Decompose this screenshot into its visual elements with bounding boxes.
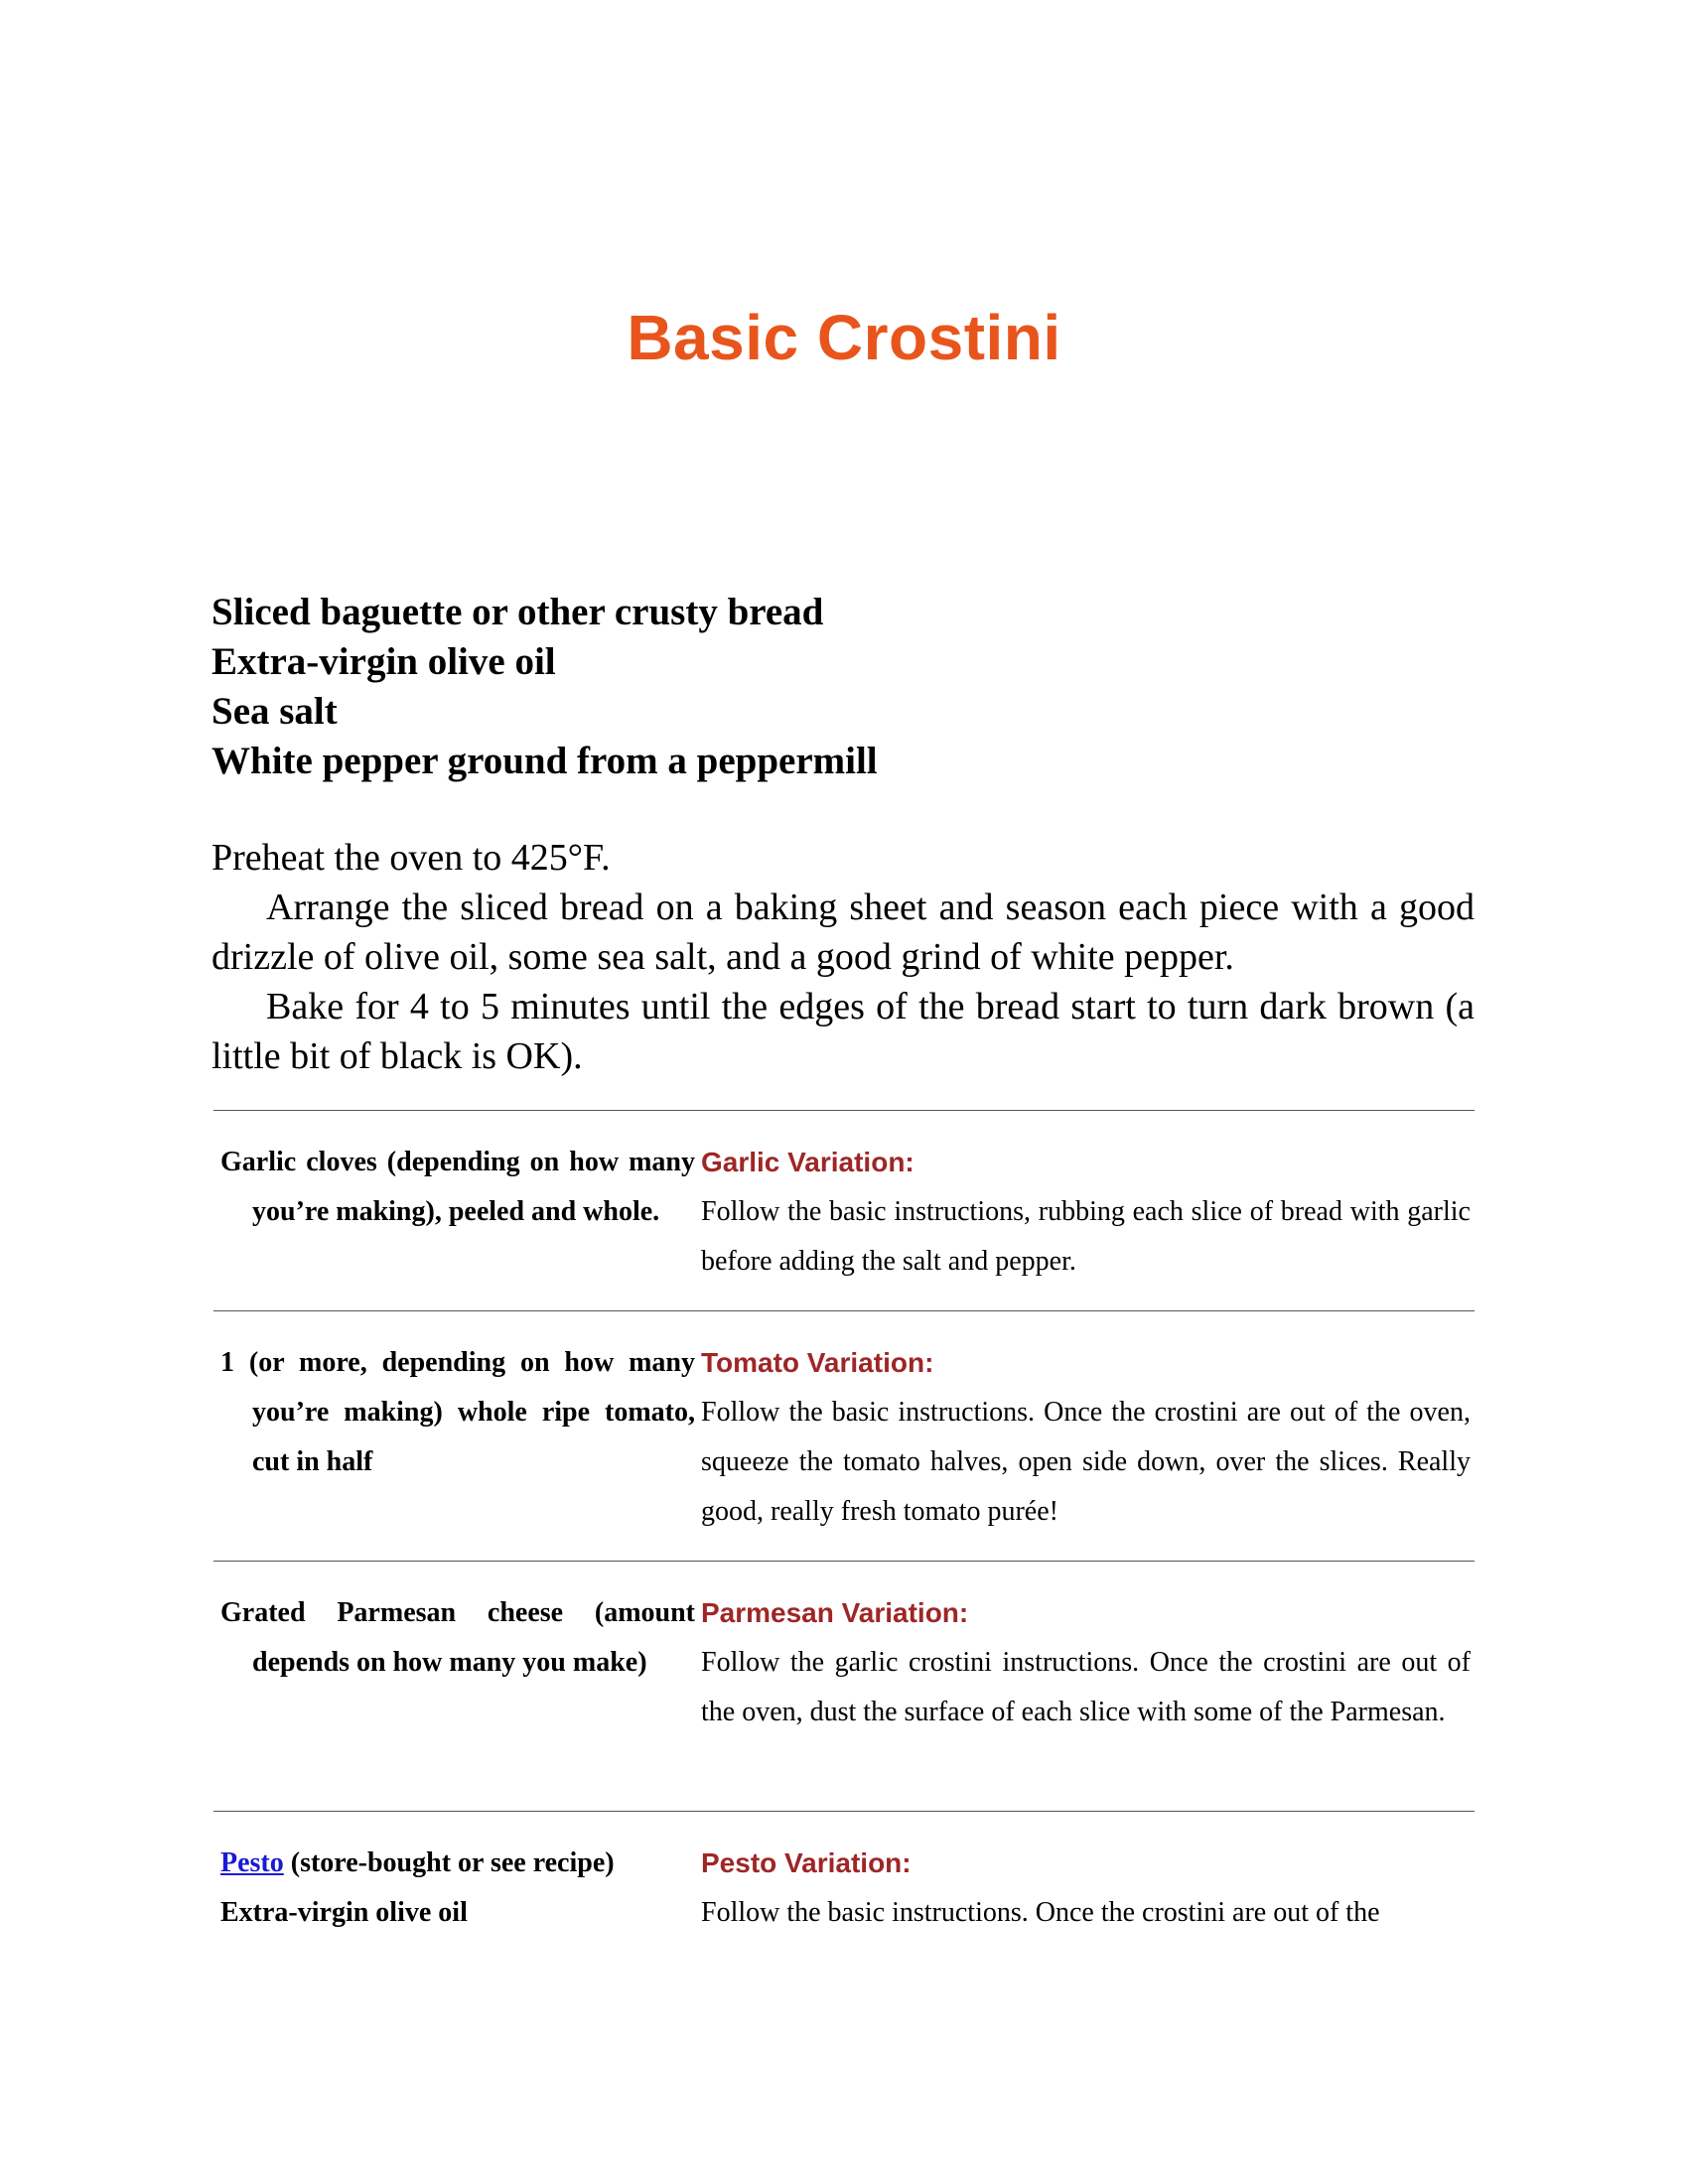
divider (213, 1811, 1475, 1812)
variation-text (701, 1588, 1471, 1737)
variation-ingredient (220, 1839, 695, 1938)
ingredient-item: Sliced baguette or other crusty bread (211, 591, 824, 633)
variation-ingredient: Grated Parmesan cheese (amount depends on how many you make) (220, 1597, 695, 1678)
ingredient-line (220, 1839, 695, 1888)
instruction-step: Bake for 4 to 5 minutes until the edges of the bread start to turn dark brown (a little bit of black is OK). (211, 986, 1475, 1077)
variation-ingredient: 1 (or more, depending on how many you’re making) whole ripe tomato, cut in half (220, 1347, 695, 1477)
instruction-step: Arrange the sliced bread on a baking sheet and season each piece with a good drizzle of olive oil, some sea salt, and a good grind of white pepper. (211, 887, 1475, 978)
variation-ingredient: Garlic cloves (depending on how many you’re making), peeled and whole. (220, 1147, 695, 1227)
variation-title: Parmesan Variation: (701, 1597, 969, 1628)
variation-title: Tomato Variation: (701, 1347, 934, 1378)
variation-body: Follow the basic instructions, rubbing each slice of bread with garlic before adding the salt and pepper. (701, 1196, 1471, 1277)
ingredient-item: Sea salt (211, 690, 338, 733)
ingredient-line: Extra-virgin olive oil (220, 1897, 468, 1928)
variation-body: Follow the garlic crostini instructions. Once the crostini are out of the oven, dust the surface of each slice with some of the Parmesan. (701, 1647, 1471, 1727)
variation-text (701, 1138, 1471, 1287)
divider (213, 1310, 1475, 1311)
divider (213, 1110, 1475, 1111)
ingredient-note: (store-bought or see recipe) (283, 1847, 615, 1878)
ingredient-item: Extra-virgin olive oil (211, 640, 556, 683)
variation-title: Garlic Variation: (701, 1147, 914, 1177)
ingredient-list (211, 588, 1502, 786)
variation-text (701, 1338, 1471, 1537)
instructions (211, 833, 1475, 1081)
variation-body: Follow the basic instructions. Once the crostini are out of the (701, 1897, 1380, 1928)
variation-body: Follow the basic instructions. Once the crostini are out of the oven, squeeze the tomato halves, open side down, over the slices. Really good, really fresh tomato purée! (701, 1397, 1471, 1527)
pesto-recipe-link[interactable]: Pesto (220, 1847, 284, 1878)
instruction-step: Preheat the oven to 425°F. (211, 837, 611, 879)
divider (213, 1561, 1475, 1562)
variation-title: Pesto Variation: (701, 1847, 912, 1878)
ingredient-item: White pepper ground from a peppermill (211, 740, 878, 782)
variation-text (701, 1839, 1471, 1938)
page-title: Basic Crostini (627, 302, 1061, 373)
